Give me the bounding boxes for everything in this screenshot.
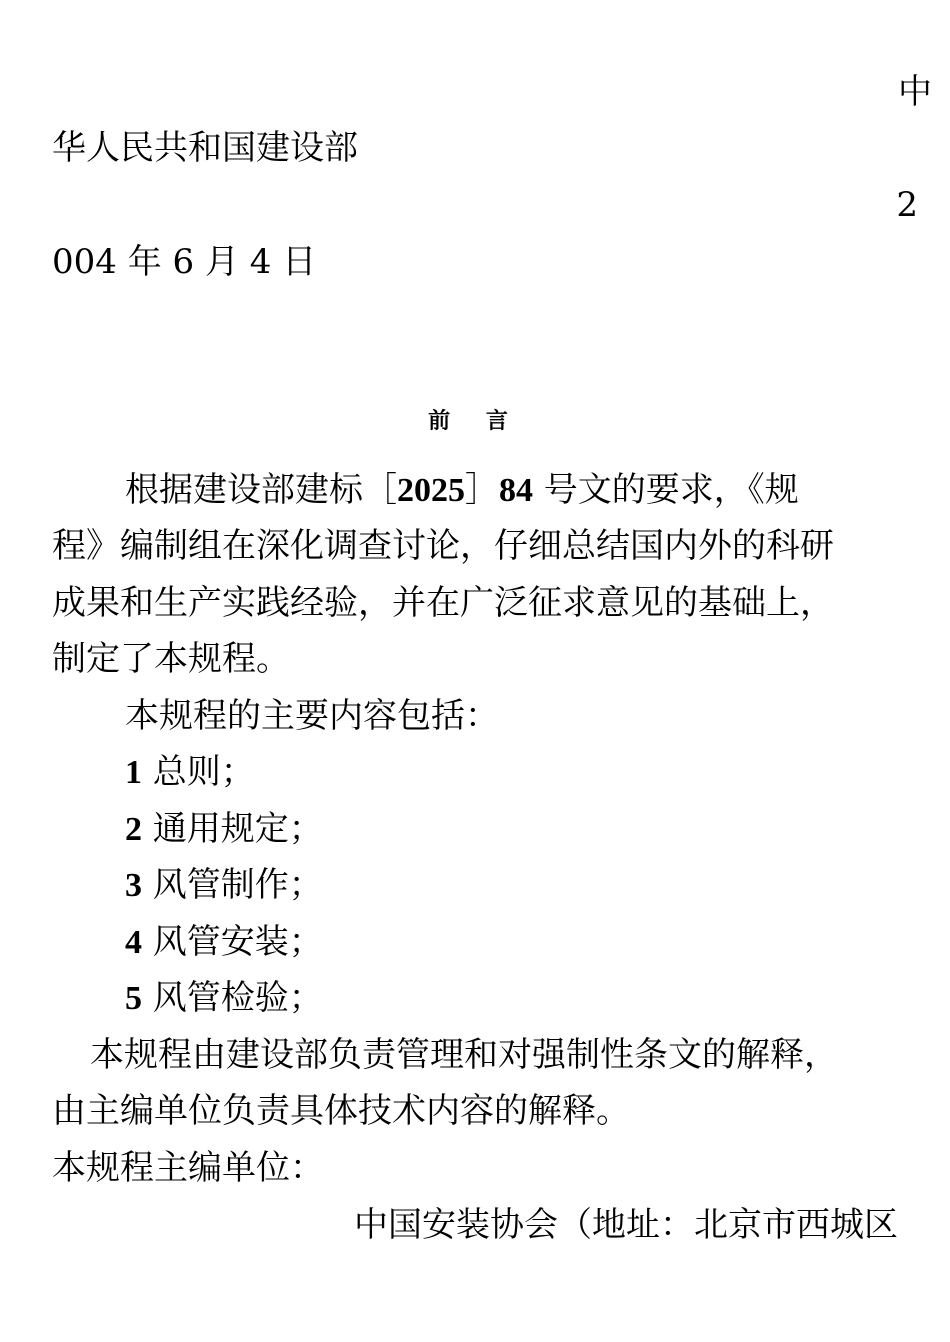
preface-para1-line2: 程》编制组在深化调查讨论，仔细总结国内外的科研 bbox=[52, 526, 834, 566]
preface-para2-line2: 由主编单位负责具体技术内容的解释。 bbox=[52, 1091, 630, 1131]
para1-prefix: 根据建设部建标［ bbox=[125, 470, 397, 510]
chief-unit-value: 中国安装协会（地址：北京市西城区 bbox=[354, 1205, 898, 1245]
doc-number: 84 bbox=[499, 472, 533, 509]
item-number: 4 bbox=[125, 924, 142, 961]
issuer-part2: 华人民共和国建设部 bbox=[52, 128, 358, 168]
preface-title: 前 言 bbox=[428, 408, 522, 434]
chief-unit-label: 本规程主编单位： bbox=[52, 1148, 324, 1188]
issuer-part1: 中 bbox=[898, 72, 932, 112]
preface-para2-line1: 本规程由建设部负责管理和对强制性条文的解释， bbox=[90, 1035, 838, 1075]
item-text: 通用规定； bbox=[142, 809, 323, 849]
contents-item bbox=[125, 865, 323, 906]
item-text: 风管制作； bbox=[142, 865, 323, 905]
item-text: 风管安装； bbox=[142, 922, 323, 962]
item-text: 风管检验； bbox=[142, 978, 323, 1018]
preface-para1-line1 bbox=[125, 470, 799, 511]
para1-bracket: ］ bbox=[465, 470, 499, 510]
date-part1: 2 bbox=[896, 185, 918, 225]
contents-intro: 本规程的主要内容包括： bbox=[125, 696, 499, 736]
para1-suffix: 号文的要求，《规 bbox=[533, 470, 799, 510]
contents-item bbox=[125, 809, 323, 850]
item-number: 3 bbox=[125, 867, 142, 904]
item-number: 1 bbox=[125, 754, 142, 791]
contents-item bbox=[125, 922, 323, 963]
preface-para1-line3: 成果和生产实践经验，并在广泛征求意见的基础上， bbox=[52, 583, 834, 623]
date-part2: 004 年 6 月 4 日 bbox=[52, 242, 317, 282]
preface-para1-line4: 制定了本规程。 bbox=[52, 639, 290, 679]
item-number: 5 bbox=[125, 980, 142, 1017]
doc-year: 2025 bbox=[397, 472, 465, 509]
item-number: 2 bbox=[125, 811, 142, 848]
contents-item bbox=[125, 978, 323, 1019]
item-text: 总则； bbox=[142, 752, 255, 792]
contents-item bbox=[125, 752, 255, 793]
